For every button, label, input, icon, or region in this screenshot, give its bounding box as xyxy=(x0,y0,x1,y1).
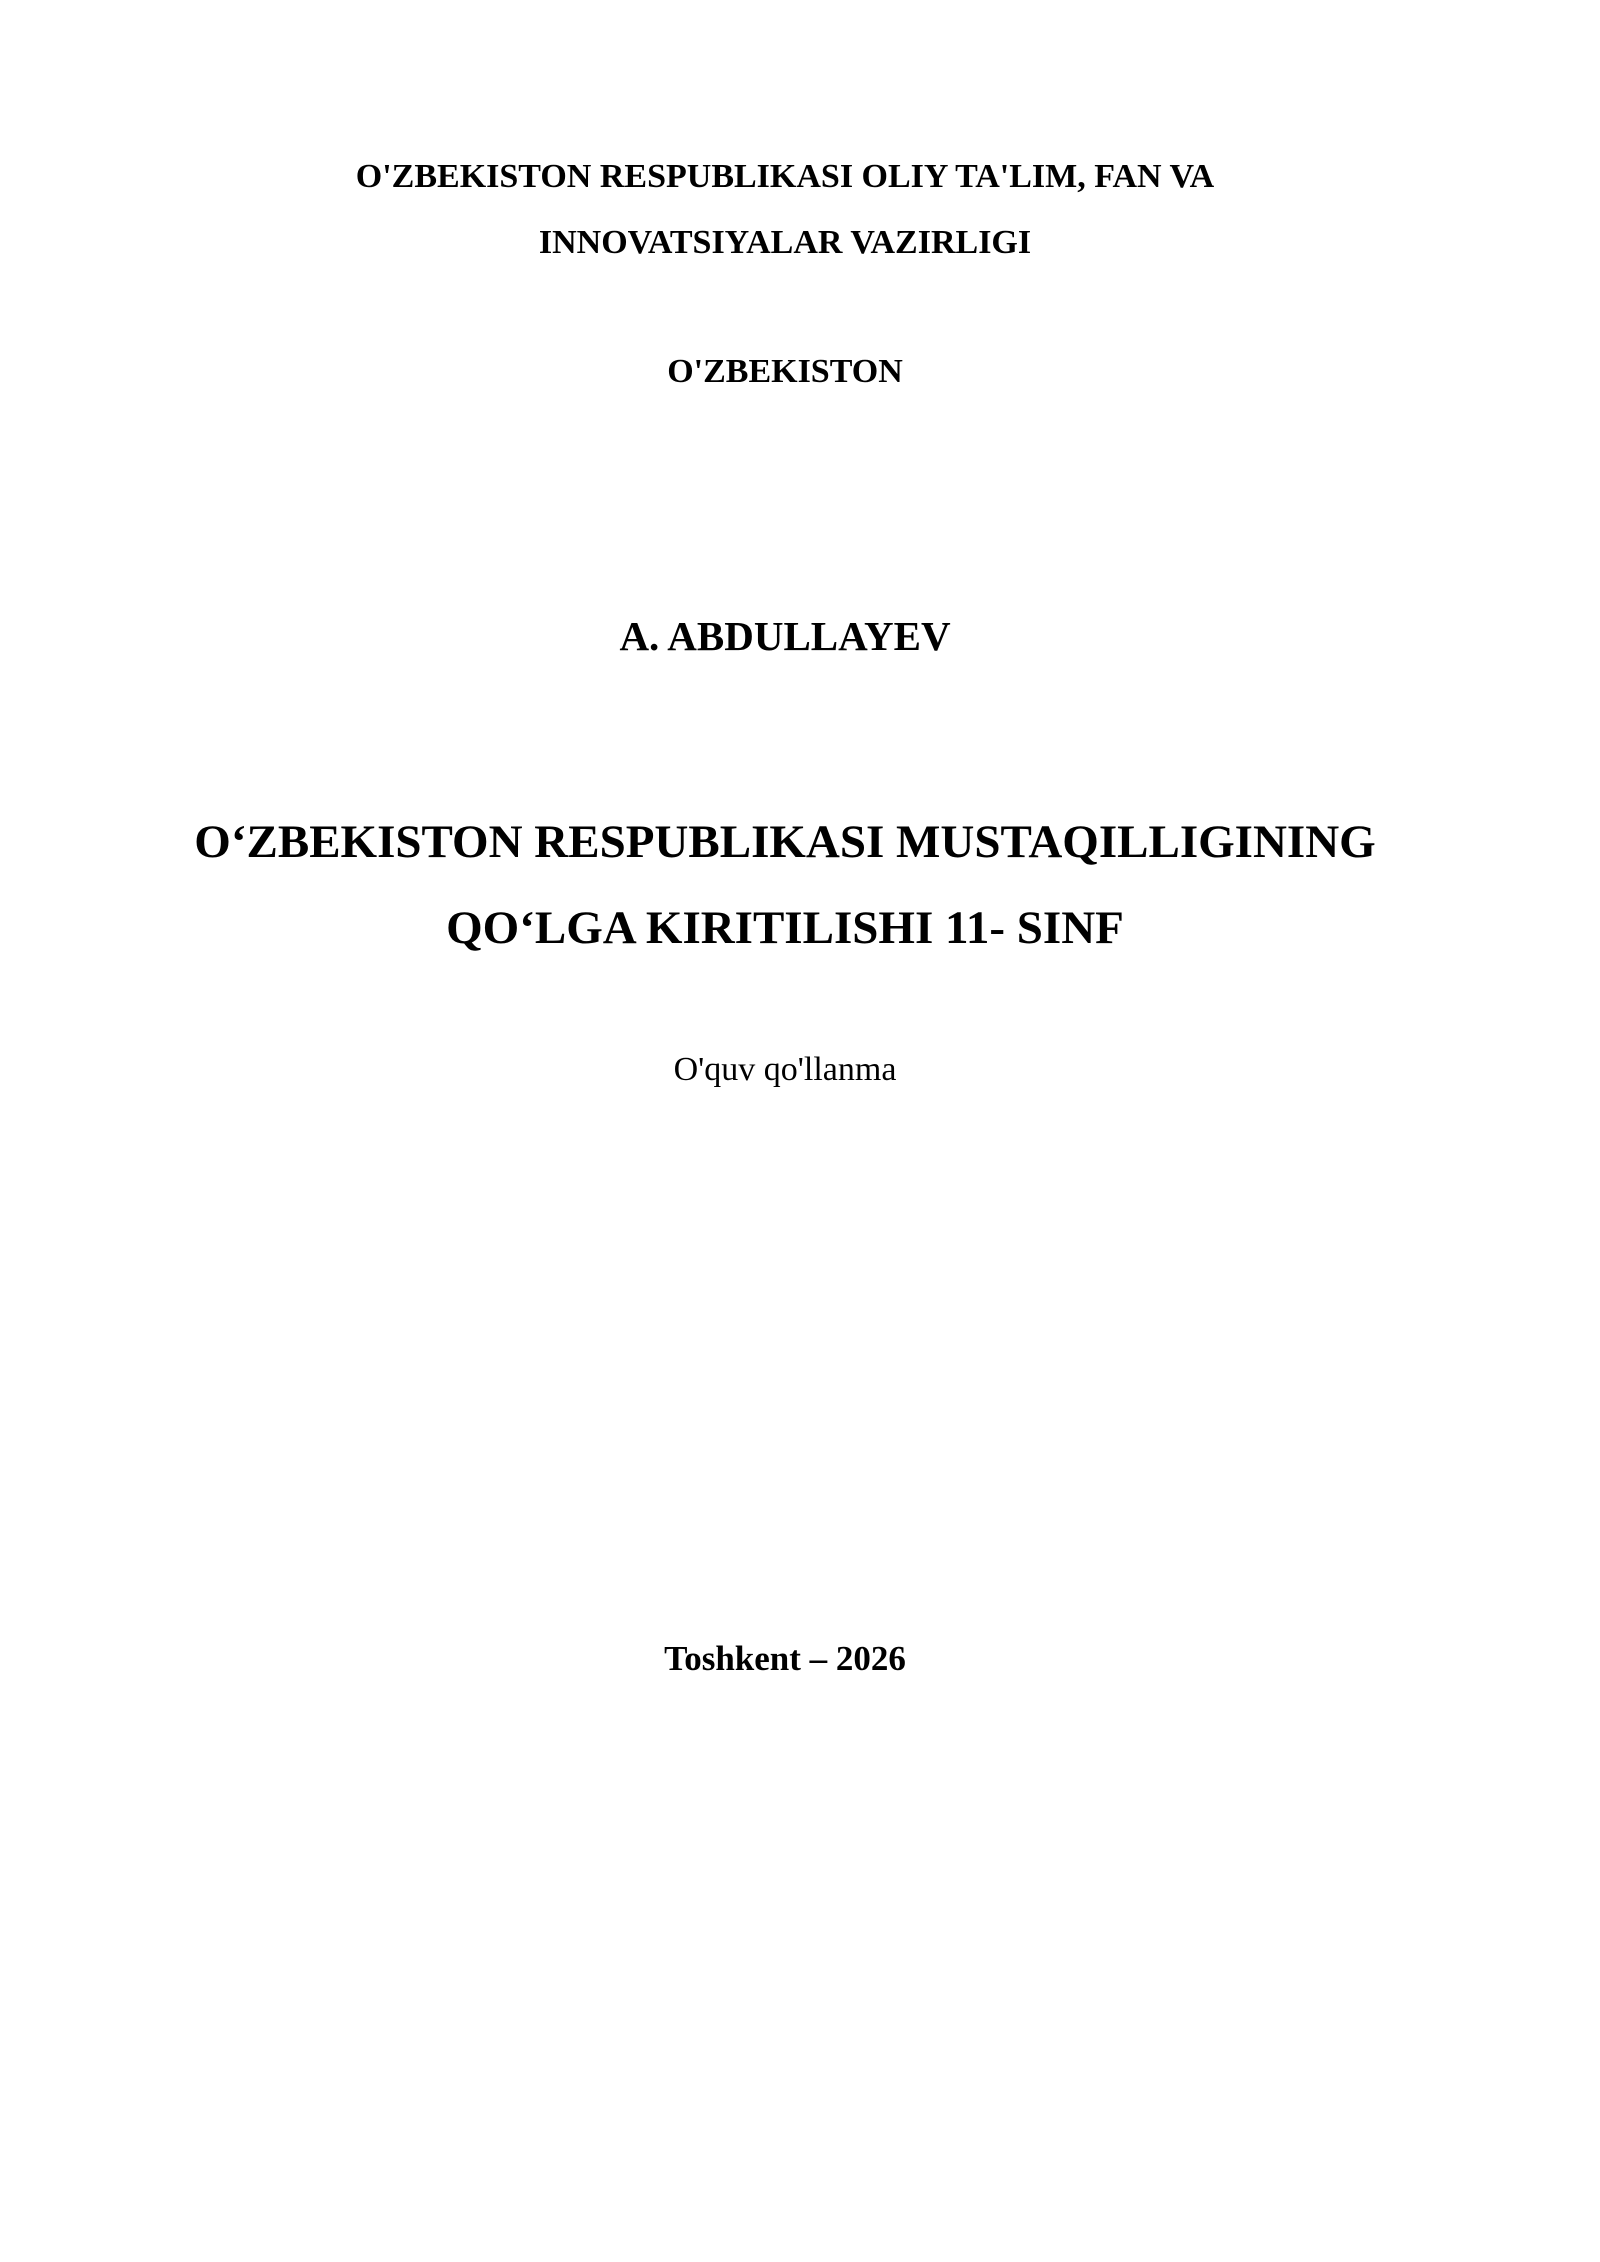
document-title-line-1: O‘ZBEKISTON RESPUBLIKASI MUSTAQILLIGINING xyxy=(194,816,1376,868)
document-title-line-2: QO‘LGA KIRITILISHI 11- SINF xyxy=(446,902,1124,954)
institution-name: O'ZBEKISTON xyxy=(667,353,903,390)
document-type: O'quv qo'llanma xyxy=(673,1051,897,1088)
ministry-name-line-1: O'ZBEKISTON RESPUBLIKASI OLIY TA'LIM, FAN VA xyxy=(355,158,1215,195)
author-name: A. ABDULLAYEV xyxy=(619,613,951,659)
ministry-name-line-2: INNOVATSIYALAR VAZIRLIGI xyxy=(538,224,1032,261)
place-and-year: Toshkent – 2026 xyxy=(664,1639,906,1678)
